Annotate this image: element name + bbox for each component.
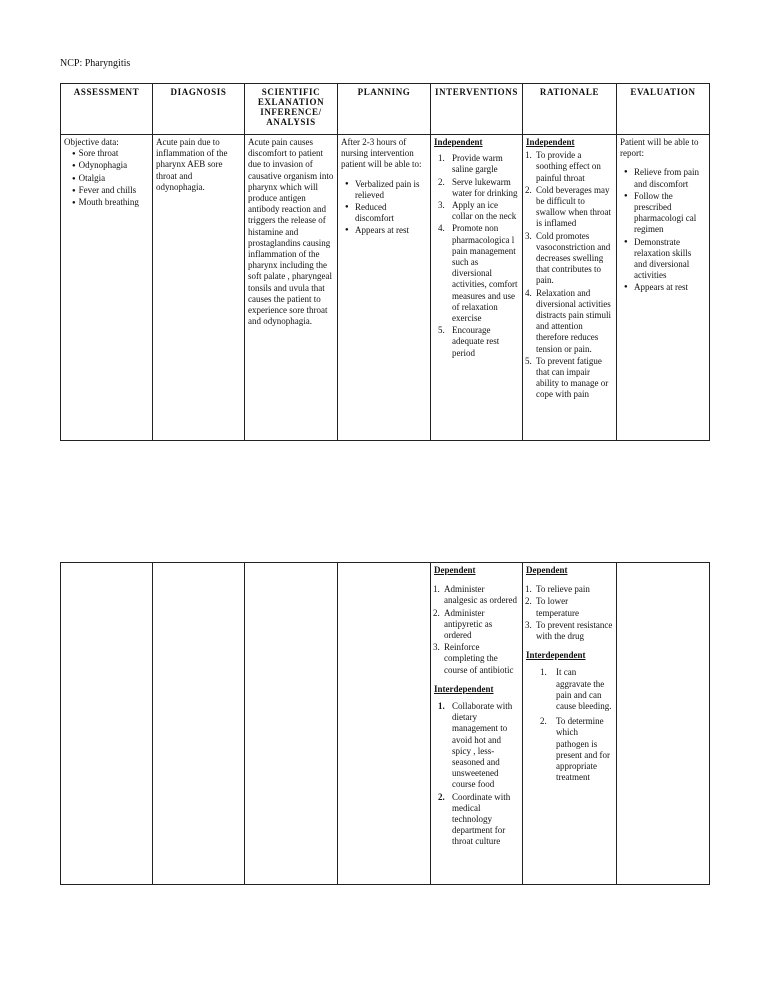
- header-row: [61, 84, 710, 135]
- header-scientific: SCIENTIFIC EXLANATION INFERENCE/ ANALYSIS: [245, 84, 338, 135]
- list-item: 1. To provide a soothing effect on painful throat: [525, 150, 601, 183]
- list-item: 1. Provide warm saline gargle: [438, 153, 503, 175]
- header-interventions: INTERVENTIONS: [431, 84, 523, 135]
- dependent-rationale-list: [526, 584, 613, 642]
- list-item: ● Verbalized pain is relieved: [355, 179, 427, 201]
- assessment-cell-empty: [61, 563, 153, 885]
- interdependent-label: Interdependent: [434, 683, 494, 694]
- scientific-text: Acute pain causes discomfort to patient due to invasion of causative organism into pharynx which will produce antigen antibody reaction and triggers the release of histamine and prostaglandins causing inflammation of the pharynx including the soft palate , pharyngeal tonsils and uvula that causes the patient to experience sore throat and odynophagia.: [248, 137, 334, 327]
- header-rationale: RATIONALE: [523, 84, 617, 135]
- planning-cell-empty: [338, 563, 431, 885]
- assessment-cell: [61, 135, 153, 441]
- list-item: ● Appears at rest: [634, 282, 706, 293]
- evaluation-cell: [617, 135, 710, 441]
- document-title: NCP: Pharyngitis: [60, 58, 131, 69]
- list-item: 5. To prevent fatigue that can impair ability to manage or cope with pain: [525, 355, 609, 400]
- list-item: ● Mouth breathing: [72, 197, 149, 209]
- table-row: [61, 563, 710, 885]
- list-item: ● Appears at rest: [355, 225, 427, 236]
- list-item: ● Demonstrate relaxation skills and diversional activities: [634, 237, 706, 282]
- list-item: 2. Administer antipyretic as ordered: [433, 607, 493, 641]
- list-item: 2. To determine which pathogen is present and for appropriate treatment: [540, 716, 610, 783]
- interdependent-label: Interdependent: [526, 650, 586, 661]
- table-row: [61, 135, 710, 441]
- ncp-table-page-2: [60, 562, 710, 885]
- list-item: 1. It can aggravate the pain and can cause bleeding.: [540, 667, 612, 712]
- list-item: 2. Serve lukewarm water for drinking: [438, 176, 518, 198]
- diagnosis-cell-empty: [153, 563, 245, 885]
- rationale-cell: [523, 563, 617, 885]
- planning-intro: After 2-3 hours of nursing intervention patient will be able to:: [341, 137, 422, 170]
- planning-cell: [338, 135, 431, 441]
- independent-label: Independent: [434, 137, 483, 147]
- interdependent-rationale-list: [526, 667, 613, 783]
- evaluation-intro: Patient will be able to report:: [620, 137, 699, 159]
- rationale-cell: [523, 135, 617, 441]
- interdependent-interventions-list: [434, 701, 519, 848]
- header-planning: PLANNING: [338, 84, 431, 135]
- list-item: ● Otalgia: [72, 173, 149, 185]
- planning-list: [341, 179, 427, 237]
- interventions-cell: [431, 135, 523, 441]
- list-item: ● Follow the prescribed pharmacologi cal regimen: [634, 191, 706, 236]
- list-item: ● Reduced discomfort: [355, 202, 427, 224]
- dependent-label: Dependent: [526, 565, 568, 575]
- evaluation-cell-empty: [617, 563, 710, 885]
- dependent-label: Dependent: [434, 565, 476, 575]
- independent-rationale-list: [526, 150, 613, 400]
- list-item: ● Fever and chills: [72, 185, 149, 197]
- list-item: 1. To relieve pain: [525, 584, 590, 595]
- scientific-cell-empty: [245, 563, 338, 885]
- scientific-cell: [245, 135, 338, 441]
- ncp-table-page-1: [60, 83, 710, 441]
- list-item: 3. Reinforce completing the course of antibiotic: [433, 642, 514, 675]
- list-item: 2. Cold beverages may be difficult to swallow when throat is inflamed: [525, 184, 611, 229]
- assessment-list: [64, 148, 149, 209]
- list-item: 1. Collaborate with dietary management to avoid hot and spicy , less-seasoned and unsweetened course food: [438, 701, 513, 790]
- interventions-cell: [431, 563, 523, 885]
- header-diagnosis: DIAGNOSIS: [153, 84, 245, 135]
- list-item: 4. Promote non pharmacologica l pain management such as diversional activities, comfort measures and use of relaxation exercise: [438, 223, 518, 324]
- independent-label: Independent: [526, 137, 575, 147]
- list-item: ● Odynophagia: [72, 160, 149, 172]
- diagnosis-text: Acute pain due to inflammation of the pharynx AEB sore throat and odynophagia.: [156, 137, 228, 192]
- list-item: ● Relieve from pain and discomfort: [634, 167, 706, 189]
- list-item: 4. Relaxation and diversional activities distracts pain stimuli and attention therefore reduces tension or pain.: [525, 287, 611, 354]
- assessment-intro: Objective data:: [64, 137, 119, 147]
- list-item: 1. Administer analgesic as ordered: [433, 584, 517, 606]
- independent-interventions-list: [434, 153, 519, 359]
- list-item: 3. To prevent resistance with the drug: [525, 619, 613, 642]
- list-item: 3. Cold promotes vasoconstriction and decreases swelling that contributes to pain.: [525, 230, 611, 286]
- list-item: 2. Coordinate with medical technology department for throat culture: [438, 791, 511, 847]
- list-item: 2. To lower temperature: [525, 596, 579, 618]
- dependent-interventions-list: [434, 584, 519, 676]
- header-evaluation: EVALUATION: [617, 84, 710, 135]
- header-assessment: ASSESSMENT: [61, 84, 153, 135]
- list-item: 5. Encourage adequate rest period: [438, 325, 500, 358]
- list-item: ● Sore throat: [72, 148, 149, 160]
- list-item: 3. Apply an ice collar on the neck: [438, 200, 517, 222]
- evaluation-list: [620, 167, 706, 293]
- diagnosis-cell: [153, 135, 245, 441]
